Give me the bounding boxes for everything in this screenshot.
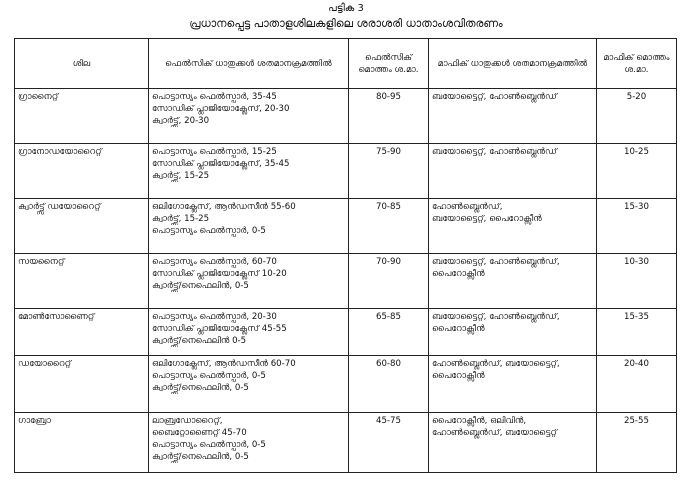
cell-line: ക്വാർട്ട്സ്, 15-25 <box>152 171 210 181</box>
cell-line: ക്വാർട്ട്സ്, 20-30 <box>152 116 210 126</box>
header-mafic-minerals: മാഫിക് ധാതുക്കൾ ശതമാനക്രമത്തിൽ <box>429 39 597 89</box>
rock-name-cell: സയനൈറ്റ് <box>15 254 149 309</box>
cell-line: സോഡിക് പ്ലാജിയോക്ലേസ്, 35-45 <box>152 159 290 169</box>
cell-line: പൊട്ടാസ്യം ഫെൽസ്പാർ, 15-25 <box>152 147 277 157</box>
cell-line: പൊട്ടാസ്യം ഫെൽസ്പാർ, 0-5 <box>152 371 266 381</box>
cell-line: ക്വാർട്ട്സ്/നെഫെലിൻ, 0-5 <box>152 383 249 393</box>
felsic-total-cell: 80-95 <box>349 89 429 144</box>
header-felsic-total: ഫെൽസിക് മൊത്തം ശ.മാ. <box>349 39 429 89</box>
mafic-minerals-cell <box>429 144 597 199</box>
felsic-total-cell: 60-80 <box>349 356 429 413</box>
mafic-minerals-cell <box>429 413 597 473</box>
mafic-minerals-cell <box>429 309 597 356</box>
felsic-total-cell: 65-85 <box>349 309 429 356</box>
table-row <box>15 356 677 413</box>
cell-line: ബയോട്ടൈറ്റ്, പൈറോക്സീൻ <box>432 214 542 224</box>
felsic-total-cell: 70-90 <box>349 254 429 309</box>
cell-line: പൈറോക്സീൻ <box>432 269 485 279</box>
mineral-distribution-table <box>14 38 677 473</box>
cell-line: ഹോൺബ്ലെൻഡ്, <box>432 202 503 212</box>
cell-line: പൊട്ടാസ്യം ഫെൽസ്പാർ, 0-5 <box>152 226 266 236</box>
felsic-total-cell: 45-75 <box>349 413 429 473</box>
cell-line: സോഡിക് പ്ലാജിയോക്ലേസ് 10-20 <box>152 269 287 279</box>
header-row <box>15 39 677 89</box>
table-row <box>15 309 677 356</box>
felsic-total-cell: 75-90 <box>349 144 429 199</box>
rock-name-cell: ഗ്രാനോഡയോറൈറ്റ് <box>15 144 149 199</box>
table-row <box>15 89 677 144</box>
table-row <box>15 413 677 473</box>
cell-line: ക്വാർട്ട്സ്/നെഫെലിൻ 0-5 <box>152 336 247 346</box>
rock-name-cell: ഗ്രാനൈറ്റ് <box>15 89 149 144</box>
header-rock: ശില <box>15 39 149 89</box>
mafic-total-cell: 5-20 <box>597 89 677 144</box>
rock-name-cell: മോൺസോണൈറ്റ് <box>15 309 149 356</box>
mafic-minerals-cell <box>429 89 597 144</box>
mafic-total-cell: 10-25 <box>597 144 677 199</box>
cell-line: പൊട്ടാസ്യം ഫെൽസ്പാർ, 20-30 <box>152 312 277 322</box>
cell-line: സോഡിക് പ്ലാജിയോക്ലേസ്, 20-30 <box>152 104 290 114</box>
cell-line: ക്വാർട്ട്സ്/നെഫെലിൻ, 0-5 <box>152 281 249 291</box>
felsic-minerals-cell <box>149 199 349 254</box>
mafic-total-cell: 15-30 <box>597 199 677 254</box>
felsic-minerals-cell <box>149 309 349 356</box>
cell-line: ഹോൺബ്ലെൻഡ്, ബയോട്ടൈറ്റ് <box>432 428 557 438</box>
cell-line: ഒലിഗോക്ലേസ്, ആൻഡസീൻ 60-70 <box>152 359 296 369</box>
felsic-minerals-cell <box>149 356 349 413</box>
cell-line: പൊട്ടാസ്യം ഫെൽസ്പാർ, 60-70 <box>152 257 277 267</box>
mafic-minerals-cell <box>429 356 597 413</box>
mafic-total-cell: 25-55 <box>597 413 677 473</box>
cell-line: പൊട്ടാസ്യം ഫെൽസ്പാർ, 35-45 <box>152 92 277 102</box>
cell-line: പൈറോക്സീൻ <box>432 324 485 334</box>
header-mafic-total: മാഫിക് മൊത്തം ശ.മാ. <box>597 39 677 89</box>
mafic-minerals-cell <box>429 199 597 254</box>
cell-line: ക്വാർട്ട്സ്, 15-25 <box>152 214 210 224</box>
cell-line: ബൈറ്റോണൈറ്റ് 45-70 <box>152 428 247 438</box>
cell-line: പൊട്ടാസ്യം ഫെൽസ്പാർ, 0-5 <box>152 440 266 450</box>
cell-line: ബയോട്ടൈറ്റ്, ഹോൺബ്ലെൻഡ് <box>432 147 557 157</box>
mafic-minerals-cell <box>429 254 597 309</box>
cell-line: ക്വാർട്ട്സ്/നെഫെലിൻ, 0-5 <box>152 452 249 462</box>
table-title: പ്രധാനപ്പെട്ട പാതാളശിലകളിലെ ശരാശരി ധാതാംശവിതരണം <box>189 17 503 30</box>
mafic-total-cell: 15-35 <box>597 309 677 356</box>
mafic-total-cell: 10-30 <box>597 254 677 309</box>
table-row <box>15 144 677 199</box>
mafic-total-cell: 20-40 <box>597 356 677 413</box>
cell-line: ലാബ്രഡോറൈറ്റ്, <box>152 416 223 426</box>
cell-line: ബയോട്ടൈറ്റ്, ഹോൺബ്ലെൻഡ് <box>432 92 557 102</box>
header-felsic-minerals: ഫെൽസിക് ധാതുക്കൾ ശതമാനക്രമത്തിൽ <box>149 39 349 89</box>
cell-line: ബയോട്ടൈറ്റ്, ഹോൺബ്ലെൻഡ്, <box>432 257 560 267</box>
rock-name-cell: ഗാബ്രോ <box>15 413 149 473</box>
cell-line: പൈറോക്സീൻ <box>432 371 485 381</box>
table-row <box>15 254 677 309</box>
cell-line: ഒലിഗോക്ലേസ്, ആൻഡസീൻ 55-60 <box>152 202 296 212</box>
table-number: പട്ടിക 3 <box>328 3 364 14</box>
cell-line: ബയോട്ടൈറ്റ്, ഹോൺബ്ലെൻഡ്, <box>432 312 560 322</box>
felsic-minerals-cell <box>149 254 349 309</box>
cell-line: സോഡിക് പ്ലാജിയോക്ലേസ് 45-55 <box>152 324 287 334</box>
felsic-minerals-cell <box>149 413 349 473</box>
table-row <box>15 199 677 254</box>
felsic-minerals-cell <box>149 89 349 144</box>
felsic-minerals-cell <box>149 144 349 199</box>
cell-line: ഹോൺബ്ലെൻഡ്, ബയോട്ടൈറ്റ്, <box>432 359 560 369</box>
rock-name-cell: ഡയോറൈറ്റ് <box>15 356 149 413</box>
rock-name-cell: ക്വാർട്ട്സ് ഡയോറൈറ്റ് <box>15 199 149 254</box>
cell-line: പൈറോക്സീൻ, ഒലിവിൻ, <box>432 416 527 426</box>
felsic-total-cell: 70-85 <box>349 199 429 254</box>
